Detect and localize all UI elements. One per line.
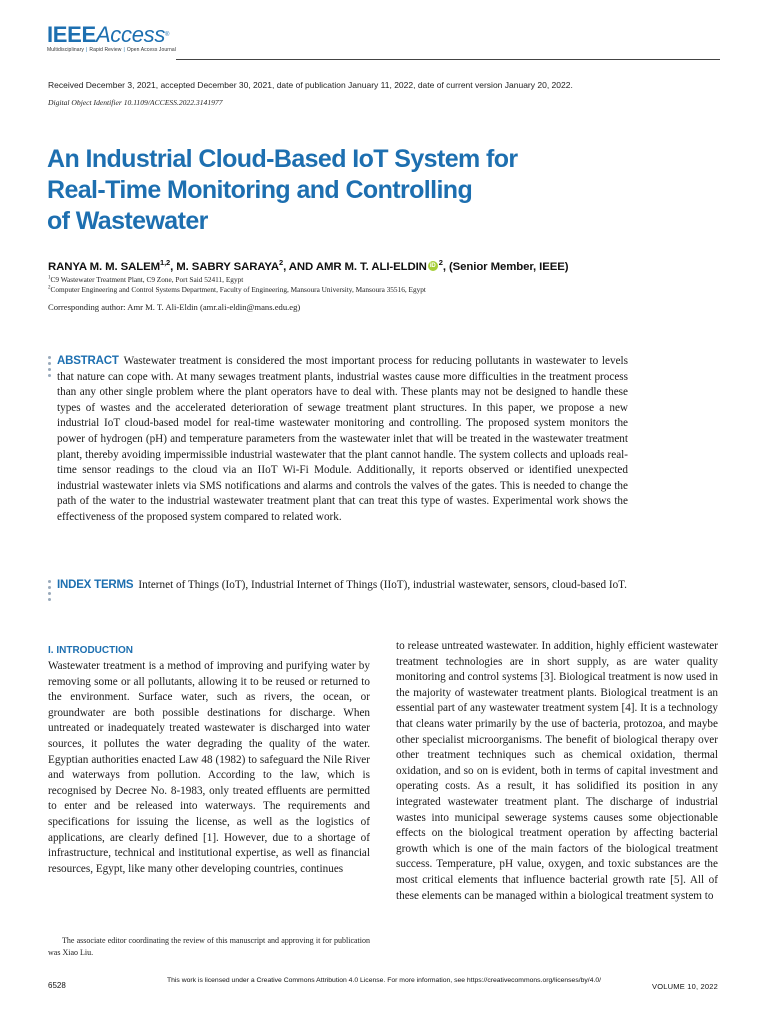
received-dates: Received December 3, 2021, accepted December 30, 2021, date of publication January 11, 2022, date of current version January 20, 2022. <box>48 80 573 90</box>
index-terms <box>57 578 628 594</box>
article-title: An Industrial Cloud-Based IoT System for Real-Time Monitoring and Controlling of Wastewater <box>47 145 518 235</box>
index-terms-label: INDEX TERMS <box>57 579 134 591</box>
editor-footnote: The associate editor coordinating the review of this manuscript and approving it for publication was Xiao Liu. <box>48 936 370 957</box>
page-number: 6528 <box>48 981 66 990</box>
body-column-left <box>48 659 370 877</box>
affiliation-2: $^2$Computer Engineering and Control Systems Department, Faculty of Engineering, Mansoura University, Mansoura 35516, Egypt <box>48 285 426 294</box>
body-column-right <box>396 639 718 904</box>
index-terms-dots-icon <box>48 580 52 604</box>
section-heading-introduction: I. INTRODUCTION <box>48 645 133 656</box>
orcid-icon[interactable]: iD <box>428 261 438 271</box>
affiliation-1: $^1$C9 Wastewater Treatment Plant, C9 Zone, Port Said 52411, Egypt <box>48 275 244 284</box>
header-rule <box>176 59 720 60</box>
author-list: RANYA M. M. SALEM$^{1,2}$, M. SABRY SARAYA$^2$, AND AMR M. T. ALI-ELDIN iD $^2$, (Senior Member, IEEE) <box>48 258 569 273</box>
doi: Digital Object Identifier 10.1109/ACCESS.2022.3141977 <box>48 98 223 107</box>
volume-label: VOLUME 10, 2022 <box>652 982 718 991</box>
journal-logo <box>47 24 176 53</box>
paragraph: Wastewater treatment is a method of improving and purifying water by removing some or all pollutants, allowing it to be reused or returned to the environment. Surface water, such as rivers, the ocean, or groundwater are both possible destinations for discharge. When untreated or inadequately treated wastewater is discharged into water sources, it pollutes the water degrading the quality of the water. Egyptian authorities enacted Law 48 (1982) to safeguard the Nile River and waterways from pollution. According to the law, which is recognised by Decree No. 8-1983, only treated effluents are permitted to enter and be released into waterways. The requirements and specifications for issuing the license, as well as the logistics of applications, are clearly defined [1]. However, due to a shortage of infrastructure, technical and institutional expertise, as well as financial resources, Egypt, like many other developing countries, continues <box>48 660 370 875</box>
abstract-label: ABSTRACT <box>57 355 119 367</box>
abstract-dots-icon <box>48 356 52 380</box>
logo-tagline: Multidisciplinary | Rapid Review | Open Access Journal <box>47 47 177 53</box>
abstract-text: Wastewater treatment is considered the most important process for reducing pollutants in wastewater to levels that nature can cope with. At many sewages treatment plants, industrial wastes cause more difficulties in the treatment process than any other single problem where the plant operators have to deal with. These plants may not be designed to handle these types of wastes and the accelerated deterioration of sewage treatment plant structures. In this paper, we propose a new industrial IoT cloud-based model for real-time wastewater monitoring and controlling. The proposed system monitors the power of hydrogen (pH) and temperature parameters from the wastewater inlet that will be treated in the wastewater treatment plant, thereby avoiding impermissible industrial wastewater that the plant cannot handle. The system collects and uploads real-time sensor readings to the cloud via an IIoT Wi-Fi Module. Additionally, it reports observed or identified unexpected industrial wastewater inlets via SMS notifications and alarms and controls the valves of the gates. This is needed to change the path of the water to the industrial wastewater treatment plant that can treat this type of wastes. Experimental work shows the effectiveness of the proposed system compared to related work. <box>57 355 628 523</box>
abstract <box>57 354 628 526</box>
index-terms-text: Internet of Things (IoT), Industrial Internet of Things (IIoT), industrial wastewater, sensors, cloud-based IoT. <box>138 579 627 591</box>
paragraph: to release untreated wastewater. In addition, highly efficient wastewater treatment technologies are in short supply, as are water quality monitoring and control systems [3]. Biological treatment is now used in the majority of wastewater treatment plants. Biological treatment is an essential part of any wastewater treatment system [4]. It is a technology that cleans water primarily by the use of bacteria, protozoa, and maybe other specialist microorganisms. The benefit of biological therapy over other treatment techniques such as chemical oxidation, thermal oxidation, and so on is evident, both in terms of capital investment and operating costs. As a result, it has solidified its position in any integrated wastewater treatment plant. The discharge of industrial wastes into municipal sewerage systems causes some objectionable effects on the biological treatment operation by affecting bacterial growth which is one of the main factors of the biological treatment success. Temperature, pH value, oxygen, and toxic substances are the most critical elements that influence bacterial growth rate [5]. All of these elements can be managed within a biological treatment system to <box>396 640 718 902</box>
license-notice[interactable]: This work is licensed under a Creative Commons Attribution 4.0 License. For more information, see https://creativecommons.org/licenses/by/4.0/ <box>166 977 602 984</box>
corresponding-author: Corresponding author: Amr M. T. Ali-Eldin (amr.ali-eldin@mans.edu.eg) <box>48 302 301 312</box>
logo-wordmark: IEEEAccess® <box>47 22 170 47</box>
